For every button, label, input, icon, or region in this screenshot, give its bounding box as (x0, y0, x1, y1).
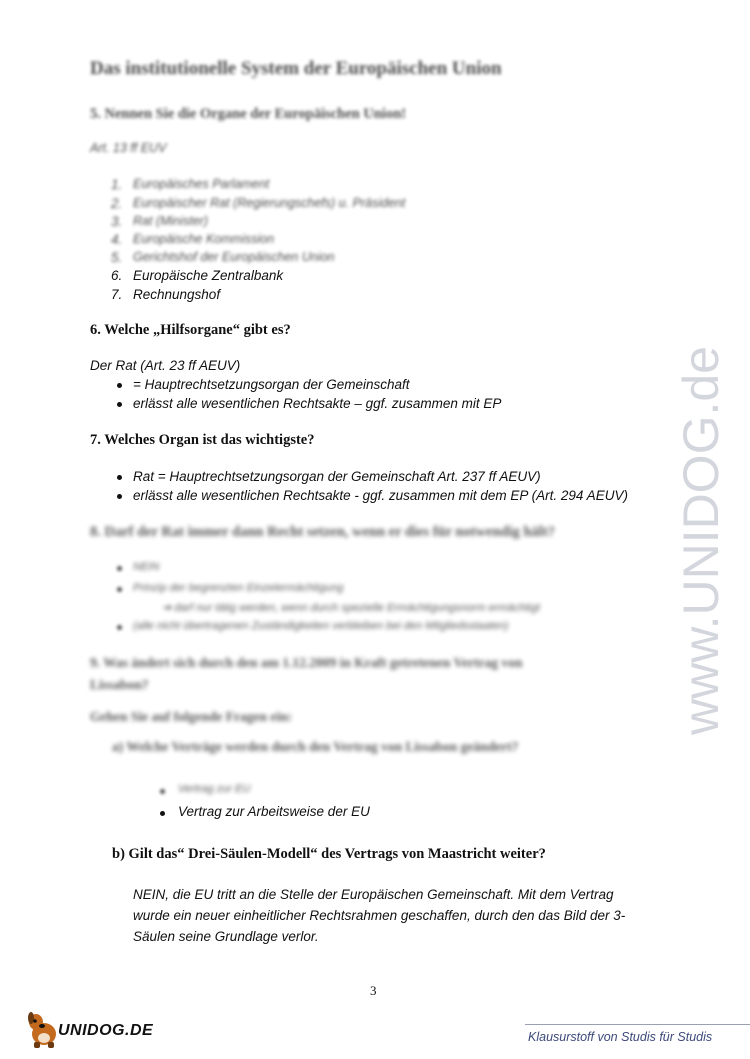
q5-item-num: 2. (111, 196, 123, 211)
q8-arrow-text: ➔ darf nur tätig werden, wenn durch spezielle Ermächtigungsnorm ermächtigt (162, 602, 540, 614)
q7-bullet: Rat = Hauptrechtsetzungsorgan der Gemeinschaft Art. 237 ff AEUV) (133, 469, 541, 484)
q9b-heading: b) Gilt das“ Drei-Säulen-Modell“ des Vertrags von Maastricht weiter? (112, 846, 546, 862)
q9a-bullet: Vertrag zur EU (178, 783, 251, 795)
watermark (630, 280, 750, 740)
q9-heading-line2: Lissabon? (90, 677, 149, 692)
q5-item-num: 4. (111, 232, 123, 247)
q9-subheading: Gehen Sie auf folgende Fragen ein: (90, 709, 293, 724)
logo (22, 1008, 162, 1050)
bullet-icon (117, 402, 122, 407)
q8-bullet: Prinzip der begrenzten Einzelermächtigung (133, 582, 344, 594)
page-number: 3 (370, 983, 377, 998)
logo-text: UNIDOG.DE (58, 1022, 154, 1039)
q5-item: Europäischer Rat (Regierungschefs) u. Präsident (133, 196, 406, 210)
q6-bullet: = Hauptrechtsetzungsorgan der Gemeinschaft (133, 377, 410, 392)
q7-heading: 7. Welches Organ ist das wichtigste? (90, 432, 315, 448)
q9a-heading: a) Welche Verträge werden durch den Vertrag von Lissabon geändert? (112, 739, 519, 754)
bullet-icon (117, 587, 122, 592)
q6-heading: 6. Welche „Hilfsorgane“ gibt es? (90, 322, 291, 338)
footer-divider (525, 1024, 750, 1025)
q5-heading: 5. Nennen Sie die Organe der Europäischen Union! (90, 106, 407, 122)
q5-item-num: 1. (111, 177, 123, 192)
q9-heading-line1: 9. Was ändert sich durch den am 1.12.2009 in Kraft getretenen Vertrag von (90, 655, 523, 670)
bullet-icon (117, 566, 122, 571)
q9a-bullet: Vertrag zur Arbeitsweise der EU (178, 804, 370, 819)
q5-item: Rat (Minister) (133, 214, 209, 228)
q5-item: Europäische Kommission (133, 232, 275, 246)
q8-bullet: NEIN (133, 561, 160, 573)
q9b-answer-line: NEIN, die EU tritt an die Stelle der Europäischen Gemeinschaft. Mit dem Vertrag (133, 887, 614, 902)
bullet-icon (117, 625, 122, 630)
q6-bullet: erlässt alle wesentlichen Rechtsakte – ggf. zusammen mit EP (133, 396, 502, 411)
q5-item-num: 7. (111, 287, 123, 302)
q5-reference: Art. 13 ff EUV (90, 141, 167, 155)
bullet-icon (160, 811, 165, 816)
q5-item: Gerichtshof der Europäischen Union (133, 250, 335, 264)
q8-heading: 8. Darf der Rat immer dann Recht setzen, wenn er dies für notwendig hält? (90, 524, 555, 540)
q7-bullet: erlässt alle wesentlichen Rechtsakte - ggf. zusammen mit dem EP (Art. 294 AEUV) (133, 488, 628, 503)
bullet-icon (117, 383, 122, 388)
q5-item-num: 6. (111, 268, 123, 283)
q9b-answer-line: Säulen seine Grundlage verlor. (133, 929, 319, 944)
page-title: Das institutionelle System der Europäischen Union (90, 58, 502, 79)
bullet-icon (117, 494, 122, 499)
footer-tagline: Klausurstoff von Studis für Studis (528, 1030, 713, 1044)
q8-bullet: (alle nicht übertragenen Zuständigkeiten verbleiben bei den Mitgliedsstaaten) (133, 620, 509, 632)
bullet-icon (117, 475, 122, 480)
watermark-text: www.UNIDOG.de (673, 346, 729, 735)
bullet-icon (160, 789, 165, 794)
q5-item: Rechnungshof (133, 287, 221, 302)
q5-item: Europäische Zentralbank (133, 268, 284, 283)
q5-item: Europäisches Parlament (133, 177, 270, 191)
q5-item-num: 5. (111, 250, 123, 265)
q9b-answer-line: wurde ein neuer einheitlicher Rechtsrahmen geschaffen, durch den das Bild der 3- (133, 908, 626, 923)
q6-intro: Der Rat (Art. 23 ff AEUV) (90, 358, 241, 373)
q5-item-num: 3. (111, 214, 123, 229)
